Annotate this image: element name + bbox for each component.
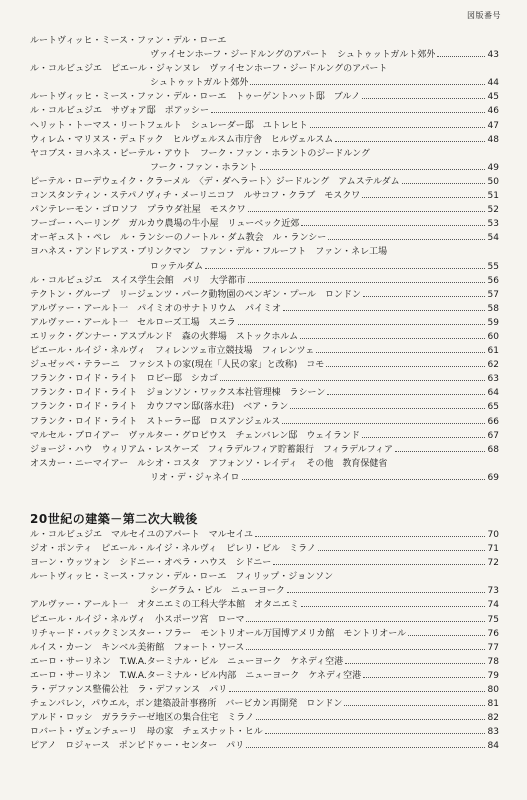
- toc-entry-continuation-line: [30, 76, 499, 90]
- toc-entry-line: [30, 231, 499, 245]
- toc-entry: [30, 330, 499, 344]
- toc-entry: [30, 556, 499, 570]
- toc-entry-line: [30, 570, 499, 584]
- toc-entry-line: [30, 613, 499, 627]
- dot-leader: [310, 127, 485, 128]
- figure-number: 44: [487, 78, 499, 89]
- toc-entry-text: パンテレーモン・ゴロソフ プラウダ社屋 モスクワ: [30, 205, 246, 216]
- dot-leader: [211, 112, 485, 113]
- dot-leader: [248, 211, 485, 212]
- dot-leader: [242, 479, 485, 480]
- figure-number: 71: [487, 544, 499, 555]
- toc-entry-text: フーゴー・ヘーリング ガルカウ農場の牛小屋 リューベック近郊: [30, 219, 300, 230]
- toc-entry: [30, 288, 499, 302]
- toc-entry-line: [30, 245, 499, 259]
- toc-entry-text: ヴァイセンホーフ・ジードルングのアパート シュトゥットガルト郊外: [150, 50, 436, 61]
- toc-entry-line: [30, 556, 499, 570]
- toc-entry: [30, 669, 499, 683]
- dot-leader: [301, 225, 485, 226]
- figure-number: 79: [487, 670, 499, 681]
- toc-entry-line: [30, 669, 499, 683]
- toc-entry-line: [30, 528, 499, 542]
- toc-entry-line: [30, 104, 499, 118]
- figure-number: 48: [487, 134, 499, 145]
- dot-leader: [362, 437, 485, 438]
- toc-entry-text: ル・コルビュジエ マルセイユのアパート マルセイユ: [30, 530, 254, 540]
- figure-number: 80: [487, 685, 499, 696]
- toc-section-postwar: [30, 528, 499, 754]
- dot-leader: [318, 550, 485, 551]
- figure-number: 60: [487, 331, 499, 342]
- figure-number: 84: [487, 741, 499, 752]
- figure-number: 74: [487, 600, 499, 611]
- toc-entry: [30, 725, 499, 739]
- toc-entry-text: フランク・ロイド・ライト ロビー邸 シカゴ: [30, 374, 218, 385]
- toc-entry: [30, 104, 499, 118]
- toc-entry-continuation-line: [30, 471, 499, 485]
- toc-entry-text: リチャード・バックミンスター・フラー モントリオール万国博アメリカ館 モントリオール: [30, 628, 407, 639]
- toc-entry-line: [30, 302, 499, 316]
- dot-leader: [316, 352, 485, 353]
- dot-leader: [395, 451, 485, 452]
- toc-entry-text: ヘリット・トーマス・リートフェルト シュレーダー邸 ユトレヒト: [30, 120, 308, 131]
- toc-entry-text: フランク・ロイド・ライト カウフマン邸(落水荘) ベア・ラン: [30, 402, 289, 413]
- toc-entry: [30, 231, 499, 245]
- toc-entry-continuation-line: [30, 161, 499, 175]
- toc-entry-text: アルヴァー・アールト一 パイミオのサナトリウム パイミオ: [30, 303, 282, 314]
- toc-entry-line: [30, 400, 499, 414]
- toc-entry-text: ジョージ・ハウ ウィリアム・レスケーズ フィラデルフィア貯蓄銀行 フィラデルフィア: [30, 444, 393, 455]
- dot-leader: [260, 169, 485, 170]
- toc-entry-text: アルド・ロッシ ガララテーゼ地区の集合住宅 ミラノ: [30, 713, 255, 724]
- figure-number: 73: [487, 586, 499, 597]
- toc-entry: [30, 598, 499, 612]
- toc-entry-text: フーク・ファン・ホラント: [150, 162, 258, 173]
- toc-entry-text: ルートヴィッヒ・ミース・ファン・デル・ローエ: [30, 36, 227, 46]
- dot-leader: [408, 635, 485, 636]
- toc-entry-text: ル・コルビュジエ スイス学生会館 パリ 大学都市: [30, 275, 246, 286]
- dot-leader: [335, 141, 485, 142]
- toc-entry-text: マルセル・ブロイアー ヴァルター・グロピウス チェンバレン邸 ウェイランド: [30, 430, 360, 441]
- toc-entry-text: アルヴァー・アールト一 セルローズ工場 スニラ: [30, 317, 236, 328]
- toc-entry: [30, 570, 499, 598]
- figure-number: 43: [487, 50, 499, 61]
- toc-entry: [30, 245, 499, 273]
- toc-entry: [30, 316, 499, 330]
- dot-leader: [282, 423, 485, 424]
- dot-leader: [256, 719, 485, 720]
- figure-number: 82: [487, 713, 499, 724]
- toc-entry: [30, 34, 499, 62]
- dot-leader: [326, 366, 485, 367]
- toc-entry-text: ルートヴィッヒ・ミース・ファン・デル・ローエ トゥーゲントハット邸 ブルノ: [30, 92, 361, 103]
- toc-entry-text: エーロ・サーリネン T.W.A.ターミナル・ビル ニューヨーク ケネディ空港: [30, 656, 344, 667]
- figure-number: 52: [487, 205, 499, 216]
- toc-entry: [30, 641, 499, 655]
- toc-entry-text: ピエール・ルイジ・ネルヴィ 小スポーツ宮 ローマ: [30, 614, 245, 625]
- dot-leader: [246, 621, 485, 622]
- toc-entry: [30, 302, 499, 316]
- toc-entry-text: リオ・デ・ジャネイロ: [150, 472, 240, 483]
- toc-entry: [30, 175, 499, 189]
- toc-entry-line: [30, 429, 499, 443]
- toc-entry-line: [30, 203, 499, 217]
- toc-entry-line: [30, 147, 499, 161]
- figure-number: 64: [487, 388, 499, 399]
- figure-number: 55: [487, 261, 499, 272]
- toc-entry: [30, 613, 499, 627]
- toc-entry: [30, 697, 499, 711]
- figure-number: 50: [487, 176, 499, 187]
- dot-leader: [246, 649, 485, 650]
- toc-entry-text: ジュゼッペ・テラーニ ファシストの家(現在「人民の家」と改称) コモ: [30, 360, 325, 371]
- dot-leader: [283, 310, 485, 311]
- toc-entry-line: [30, 655, 499, 669]
- toc-entry-line: [30, 372, 499, 386]
- toc-entry-text: ロバート・ヴェンチューリ 母の家 チェスナット・ヒル: [30, 727, 263, 738]
- toc-entry-line: [30, 90, 499, 104]
- toc-entry-text: フランク・ロイド・ライト ストーラー邸 ロスアンジェルス: [30, 416, 281, 427]
- toc-entry-text: ヨハネス・アンドレアス・ブリンクマン ファン・デル・フルーフト ファン・ネレ工場: [30, 247, 388, 258]
- toc-entry: [30, 457, 499, 485]
- toc-entry-line: [30, 443, 499, 457]
- toc-entry: [30, 386, 499, 400]
- toc-entry-text: ジオ・ポンティ ピエール・ルイジ・ネルヴィ ピレリ・ビル ミラノ: [30, 544, 316, 555]
- dot-leader: [238, 324, 485, 325]
- toc-entry-text: エリック・グンナー・アスプルンド 森の火葬場 ストックホルム: [30, 331, 299, 342]
- toc-entry-continuation-line: [30, 584, 499, 598]
- toc-entry-line: [30, 344, 499, 358]
- toc-entry: [30, 358, 499, 372]
- toc-entry-line: [30, 711, 499, 725]
- toc-entry-line: [30, 175, 499, 189]
- toc-entry: [30, 147, 499, 175]
- figure-number: 65: [487, 402, 499, 413]
- toc-entry-text: チェンバレン，パウエル，ボン建築設計事務所 バービカン再開発 ロンドン: [30, 699, 343, 710]
- toc-entry-text: ル・コルビュジエ ピエール・ジャンヌレ ヴァイセンホーフ・ジードルングのアパート: [30, 64, 388, 75]
- toc-entry: [30, 372, 499, 386]
- toc-entry-text: コンスタンティン・ステパノヴィチ・メーリニコフ ルサコフ・クラブ モスクワ: [30, 191, 361, 202]
- toc-entry: [30, 429, 499, 443]
- toc-entry: [30, 344, 499, 358]
- toc-entry-line: [30, 641, 499, 655]
- toc-entry-line: [30, 739, 499, 753]
- toc-entry-line: [30, 627, 499, 641]
- figure-number: 53: [487, 219, 499, 230]
- dot-leader: [402, 183, 485, 184]
- dot-leader: [328, 239, 485, 240]
- toc-entry: [30, 627, 499, 641]
- figure-number: 58: [487, 303, 499, 314]
- toc-entry: [30, 683, 499, 697]
- toc-entry: [30, 90, 499, 104]
- toc-entry-line: [30, 386, 499, 400]
- figure-number: 62: [487, 360, 499, 371]
- toc-entry-line: [30, 274, 499, 288]
- toc-entry: [30, 528, 499, 542]
- toc-entry-text: ロッテルダム: [150, 261, 204, 272]
- dot-leader: [327, 394, 485, 395]
- dot-leader: [437, 56, 485, 57]
- dot-leader: [362, 197, 485, 198]
- toc-entry-text: ルイス・カーン キンベル美術館 フォート・ワース: [30, 642, 245, 653]
- toc-entry-line: [30, 683, 499, 697]
- toc-entry-line: [30, 34, 499, 48]
- toc-entry: [30, 739, 499, 753]
- figure-number: 67: [487, 430, 499, 441]
- toc-entry-text: ル・コルビュジエ サヴォア邸 ポアッシー: [30, 106, 210, 117]
- toc-entry-line: [30, 288, 499, 302]
- figure-number: 51: [487, 191, 499, 202]
- figure-number: 68: [487, 444, 499, 455]
- toc-entry-line: [30, 119, 499, 133]
- figure-number: 77: [487, 642, 499, 653]
- dot-leader: [250, 84, 485, 85]
- toc-section-prewar: [30, 34, 499, 485]
- toc-entry-line: [30, 62, 499, 76]
- dot-leader: [362, 98, 485, 99]
- dot-leader: [248, 282, 485, 283]
- toc-entry: [30, 655, 499, 669]
- figure-number: 61: [487, 346, 499, 357]
- toc-entry-line: [30, 697, 499, 711]
- toc-entry-text: ラ・デファンス整備公社 ラ・デファンス パリ: [30, 685, 228, 696]
- dot-leader: [290, 408, 485, 409]
- dot-leader: [246, 747, 485, 748]
- toc-entry: [30, 189, 499, 203]
- toc-entry-text: ピアノ ロジャース ポンピドゥー・センター パリ: [30, 741, 245, 752]
- toc-entry-text: オスカー・ニーマイアー ルシオ・コスタ アフォンソ・レイディ その他 教育保健省: [30, 458, 388, 469]
- dot-leader: [301, 606, 485, 607]
- toc-entry-line: [30, 217, 499, 231]
- toc-entry: [30, 274, 499, 288]
- toc-entry: [30, 119, 499, 133]
- toc-entry-text: テクトン・グループ リージェンツ・パーク動物園のペンギン・プール ロンドン: [30, 289, 362, 300]
- toc-entry: [30, 133, 499, 147]
- dot-leader: [255, 536, 485, 537]
- toc-entry: [30, 415, 499, 429]
- figure-number-header: 図版番号: [467, 11, 501, 20]
- toc-entry: [30, 217, 499, 231]
- toc-entry-text: エーロ・サーリネン T.W.A.ターミナル・ビル内部 ニューヨーク ケネディ空港: [30, 670, 362, 681]
- dot-leader: [363, 296, 485, 297]
- dot-leader: [205, 268, 485, 269]
- toc-entry-line: [30, 415, 499, 429]
- toc-entry-line: [30, 542, 499, 556]
- figure-number: 81: [487, 699, 499, 710]
- figure-number: 54: [487, 233, 499, 244]
- figure-number: 49: [487, 162, 499, 173]
- toc-entry-continuation-line: [30, 260, 499, 274]
- dot-leader: [345, 663, 485, 664]
- toc-entry-text: シュトゥットガルト郊外: [150, 78, 249, 89]
- toc-entry-text: ヨーン・ウッツォン シドニー・オペラ・ハウス シドニー: [30, 558, 272, 569]
- dot-leader: [265, 733, 485, 734]
- toc-entry-text: シーグラム・ビル ニューヨーク: [150, 586, 285, 597]
- toc-entry: [30, 542, 499, 556]
- toc-entry-line: [30, 330, 499, 344]
- toc-entry: [30, 62, 499, 90]
- toc-entry-text: オーギュスト・ペレ ル・ランシーのノートル・ダム教会 ル・ランシー: [30, 233, 327, 244]
- toc-entry-text: ルートヴィッヒ・ミース・ファン・デル・ローエ フィリップ・ジョンソン: [30, 572, 334, 583]
- figure-number: 66: [487, 416, 499, 427]
- toc-entry: [30, 711, 499, 725]
- dot-leader: [363, 677, 485, 678]
- section-title-postwar: 20世紀の建築－第二次大戦後: [30, 512, 198, 526]
- figure-number: 46: [487, 106, 499, 117]
- toc-entry-line: [30, 133, 499, 147]
- toc-entry: [30, 443, 499, 457]
- dot-leader: [273, 564, 485, 565]
- figure-number: 83: [487, 727, 499, 738]
- toc-entry-line: [30, 725, 499, 739]
- dot-leader: [300, 338, 485, 339]
- toc-entry-line: [30, 598, 499, 612]
- figure-number: 56: [487, 275, 499, 286]
- toc-entry-line: [30, 457, 499, 471]
- figure-number: 78: [487, 656, 499, 667]
- figure-number: 47: [487, 120, 499, 131]
- toc-entry-text: ヤコブス・ヨハネス・ピーテル・アウト フーク・ファン・ホラントのジードルング: [30, 148, 370, 159]
- figure-number: 72: [487, 558, 499, 569]
- toc-entry-continuation-line: [30, 48, 499, 62]
- toc-entry-text: ピーテル・ローデウェイク・クラーメル 〈デ・ダヘラート〉ジードルング アムステルダム: [30, 176, 400, 187]
- toc-entry-line: [30, 358, 499, 372]
- figure-number: 69: [487, 472, 499, 483]
- figure-number: 63: [487, 374, 499, 385]
- figure-number: 45: [487, 92, 499, 103]
- figure-number: 76: [487, 628, 499, 639]
- figure-number: 75: [487, 614, 499, 625]
- dot-leader: [287, 592, 485, 593]
- figure-number: 59: [487, 317, 499, 328]
- toc-entry: [30, 400, 499, 414]
- toc-entry-text: ウィレム・マリヌス・デュドック ヒルヴェルスム市庁舎 ヒルヴェルスム: [30, 134, 334, 145]
- toc-entry-line: [30, 189, 499, 203]
- toc-entry-text: アルヴァー・アールト一 オタニエミの工科大学本館 オタニエミ: [30, 600, 300, 611]
- dot-leader: [344, 705, 485, 706]
- toc-entry: [30, 203, 499, 217]
- toc-entry-text: ピエール・ルイジ・ネルヴィ フィレンツェ市立競技場 フィレンツェ: [30, 346, 315, 357]
- toc-entry-line: [30, 316, 499, 330]
- toc-entry-text: フランク・ロイド・ライト ジョンソン・ワックス本社管理棟 ラシーン: [30, 388, 326, 399]
- dot-leader: [229, 691, 485, 692]
- figure-number: 57: [487, 289, 499, 300]
- dot-leader: [220, 380, 485, 381]
- figure-number: 70: [487, 530, 499, 540]
